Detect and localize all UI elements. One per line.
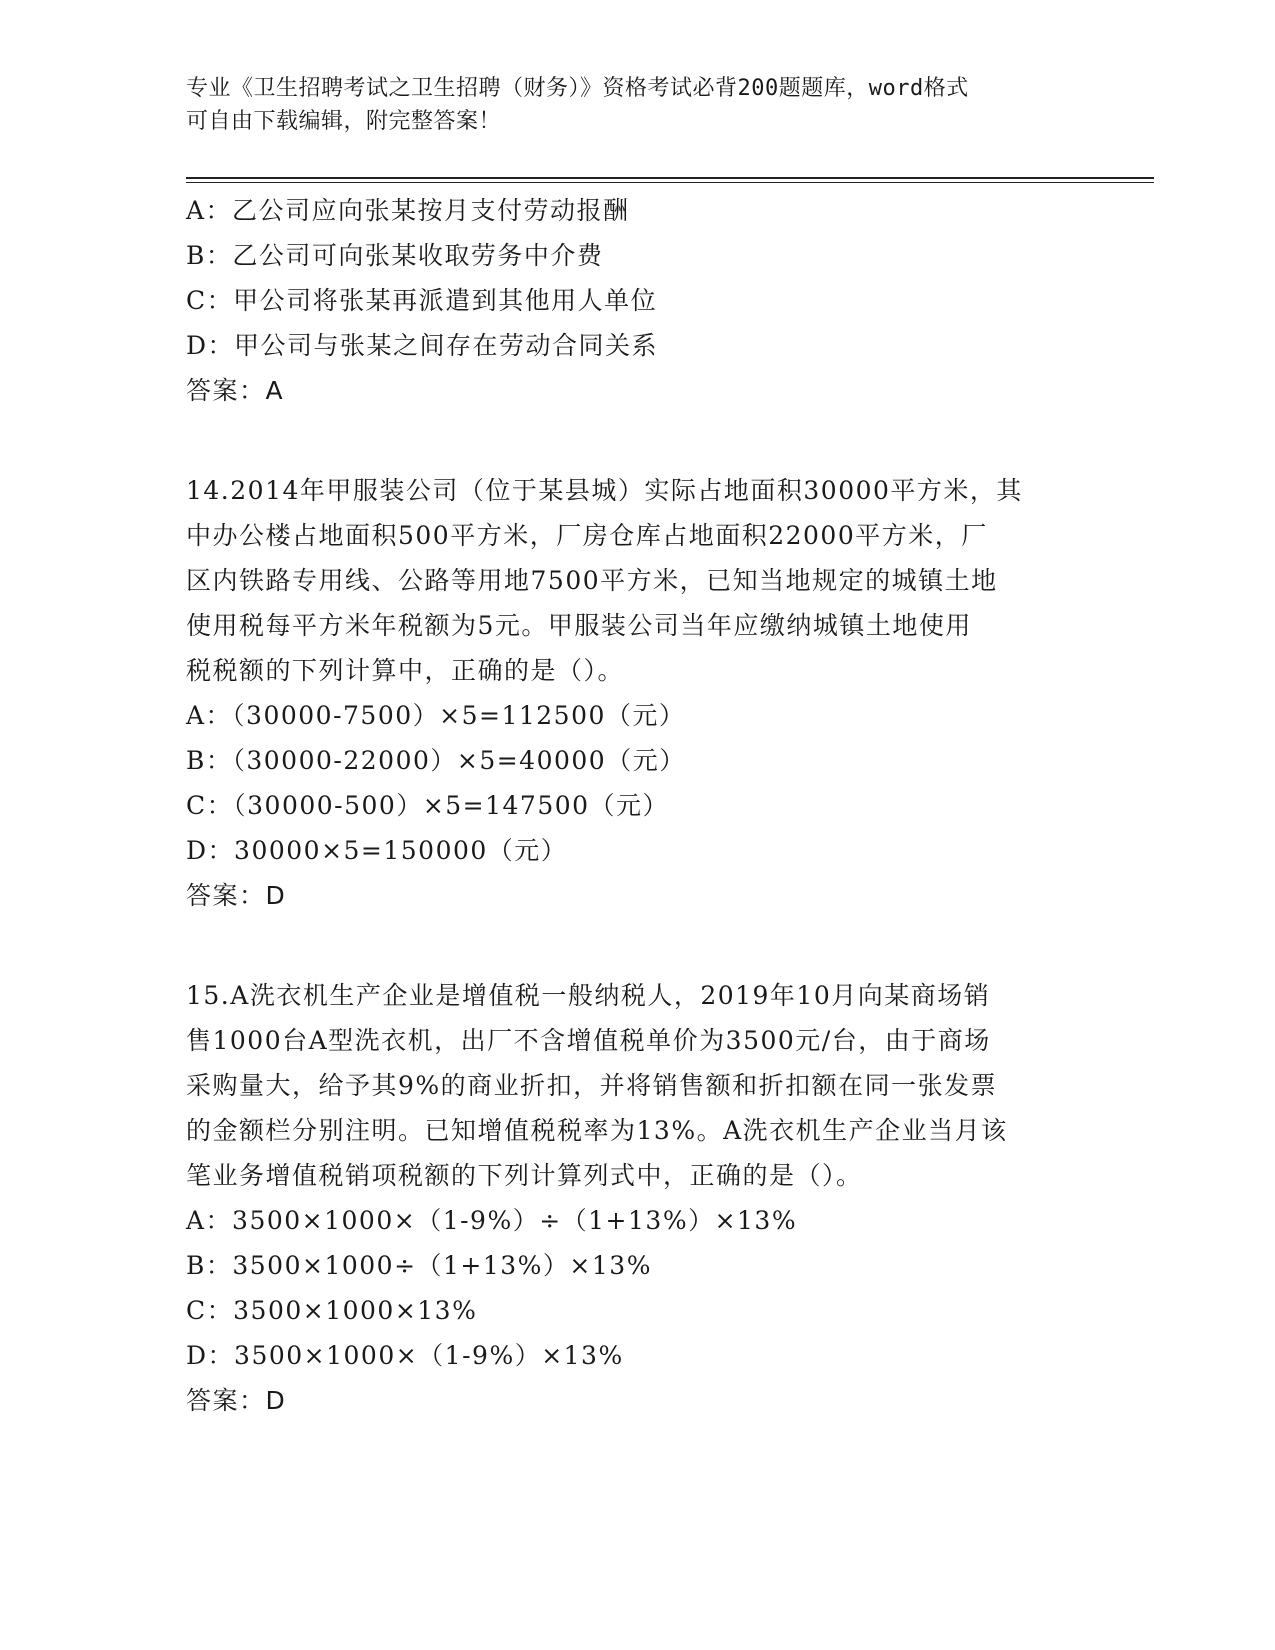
header-line-1: 专业《卫生招聘考试之卫生招聘（财务）》资格考试必背200题题库，word格式 — [186, 76, 969, 101]
q14-option-d: D：30000×5=150000（元） — [186, 836, 568, 865]
page-header — [186, 72, 1086, 138]
q15-text-line-3: 采购量大，给予其9%的商业折扣，并将销售额和折扣额在同一张发票 — [186, 1071, 998, 1100]
q14-answer: 答案：D — [186, 881, 287, 910]
header-divider-thin — [186, 182, 1154, 183]
q15-option-c: C：3500×1000×13% — [186, 1296, 478, 1325]
q14-option-a: A：（30000-7500）×5=112500（元） — [186, 701, 686, 730]
q15-option-d: D：3500×1000×（1-9%）×13% — [186, 1341, 624, 1370]
q15-text-line-4: 的金额栏分别注明。已知增值税税率为13%。A洗衣机生产企业当月该 — [186, 1116, 1008, 1145]
question-14-block — [186, 468, 1086, 918]
spacer — [186, 918, 1086, 973]
q14-option-b: B：（30000-22000）×5=40000（元） — [186, 746, 686, 775]
q15-text-line-1: 15.A洗衣机生产企业是增值税一般纳税人，2019年10月向某商场销 — [186, 981, 991, 1010]
q14-text-line-5: 税税额的下列计算中，正确的是（）。 — [186, 656, 625, 685]
q13-answer: 答案：A — [186, 376, 285, 405]
q13-option-a: A：乙公司应向张某按月支付劳动报酬 — [186, 196, 630, 225]
q14-text-line-1: 14.2014年甲服装公司（位于某县城）实际占地面积30000平方米，其 — [186, 476, 1023, 505]
q15-option-b: B：3500×1000÷（1+13%）×13% — [186, 1251, 652, 1280]
spacer — [186, 413, 1086, 468]
header-line-2: 可自由下载编辑，附完整答案！ — [186, 109, 502, 134]
document-body — [186, 188, 1086, 1423]
q14-text-line-3: 区内铁路专用线、公路等用地7500平方米，已知当地规定的城镇土地 — [186, 566, 998, 595]
q14-option-c: C：（30000-500）×5=147500（元） — [186, 791, 670, 820]
q15-text-line-2: 售1000台A型洗衣机，出厂不含增值税单价为3500元/台，由于商场 — [186, 1026, 991, 1055]
question-13-block — [186, 188, 1086, 413]
q15-text-line-5: 笔业务增值税销项税额的下列计算列式中，正确的是（）。 — [186, 1161, 863, 1190]
q14-text-line-4: 使用税每平方米年税额为5元。甲服装公司当年应缴纳城镇土地使用 — [186, 611, 972, 640]
question-15-block — [186, 973, 1086, 1423]
q14-text-line-2: 中办公楼占地面积500平方米，厂房仓库占地面积22000平方米，厂 — [186, 521, 988, 550]
q13-option-b: B：乙公司可向张某收取劳务中介费 — [186, 241, 604, 270]
q13-option-c: C：甲公司将张某再派遣到其他用人单位 — [186, 286, 658, 315]
q15-option-a: A：3500×1000×（1-9%）÷（1+13%）×13% — [186, 1206, 798, 1235]
header-divider-thick — [186, 177, 1154, 179]
q15-answer: 答案：D — [186, 1386, 287, 1415]
q13-option-d: D：甲公司与张某之间存在劳动合同关系 — [186, 331, 659, 360]
